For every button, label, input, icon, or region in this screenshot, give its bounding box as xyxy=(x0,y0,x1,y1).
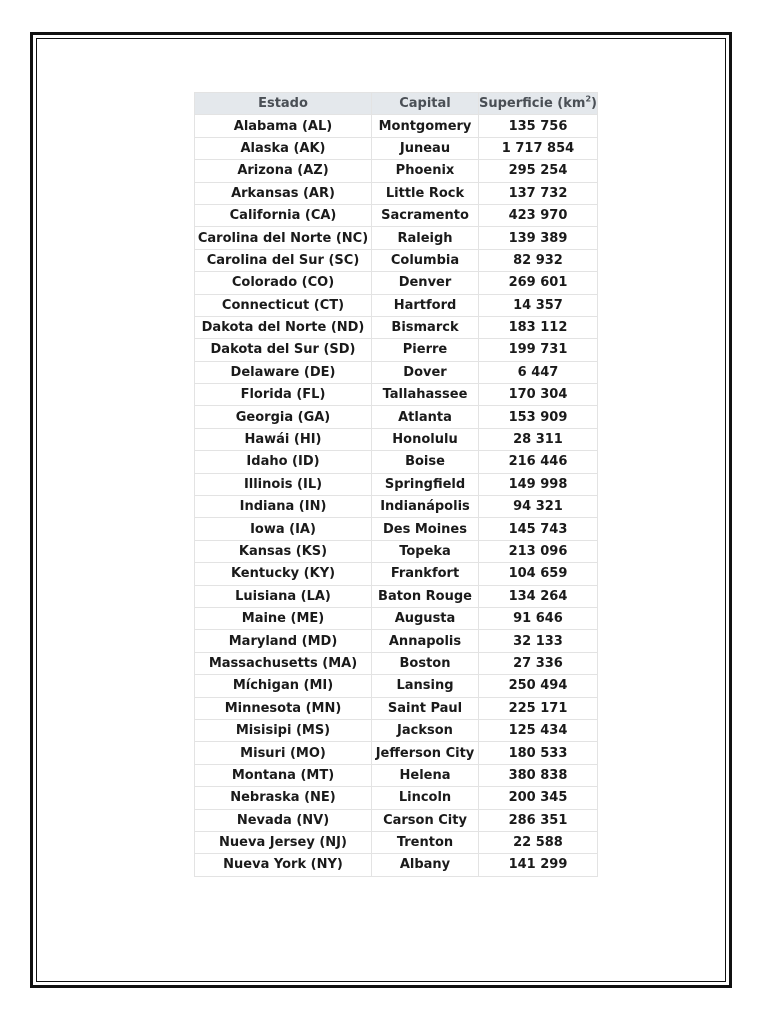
cell-superficie: 28 311 xyxy=(479,428,598,450)
cell-estado: Illinois (IL) xyxy=(195,473,372,495)
table-row xyxy=(195,652,598,674)
cell-superficie: 14 357 xyxy=(479,294,598,316)
cell-capital: Dover xyxy=(372,361,479,383)
cell-superficie: 1 717 854 xyxy=(479,137,598,159)
cell-superficie: 200 345 xyxy=(479,787,598,809)
table-row xyxy=(195,249,598,271)
table-row xyxy=(195,831,598,853)
table-row xyxy=(195,451,598,473)
table-row xyxy=(195,563,598,585)
cell-estado: Arizona (AZ) xyxy=(195,160,372,182)
table-row xyxy=(195,428,598,450)
cell-capital: Topeka xyxy=(372,540,479,562)
cell-estado: Nebraska (NE) xyxy=(195,787,372,809)
table-row xyxy=(195,204,598,226)
cell-estado: Indiana (IN) xyxy=(195,496,372,518)
header-superficie-text: Superficie (km xyxy=(479,96,586,112)
cell-capital: Carson City xyxy=(372,809,479,831)
cell-superficie: 145 743 xyxy=(479,518,598,540)
cell-capital: Augusta xyxy=(372,607,479,629)
cell-estado: Míchigan (MI) xyxy=(195,675,372,697)
table-row xyxy=(195,675,598,697)
cell-superficie: 141 299 xyxy=(479,854,598,876)
states-table xyxy=(194,92,598,877)
cell-estado: Misuri (MO) xyxy=(195,742,372,764)
table-row xyxy=(195,339,598,361)
cell-superficie: 137 732 xyxy=(479,182,598,204)
cell-estado: Alabama (AL) xyxy=(195,115,372,137)
table-row xyxy=(195,227,598,249)
cell-capital: Juneau xyxy=(372,137,479,159)
header-capital: Capital xyxy=(372,93,479,115)
table-row xyxy=(195,764,598,786)
cell-superficie: 125 434 xyxy=(479,719,598,741)
cell-capital: Lansing xyxy=(372,675,479,697)
table-row xyxy=(195,742,598,764)
cell-capital: Sacramento xyxy=(372,204,479,226)
table-row xyxy=(195,272,598,294)
table-row xyxy=(195,115,598,137)
cell-capital: Annapolis xyxy=(372,630,479,652)
table-row xyxy=(195,294,598,316)
cell-capital: Jefferson City xyxy=(372,742,479,764)
cell-estado: Georgia (GA) xyxy=(195,406,372,428)
cell-capital: Pierre xyxy=(372,339,479,361)
cell-capital: Springfield xyxy=(372,473,479,495)
cell-estado: Dakota del Norte (ND) xyxy=(195,316,372,338)
cell-superficie: 82 932 xyxy=(479,249,598,271)
cell-estado: Carolina del Sur (SC) xyxy=(195,249,372,271)
cell-superficie: 295 254 xyxy=(479,160,598,182)
cell-estado: Montana (MT) xyxy=(195,764,372,786)
table-row xyxy=(195,384,598,406)
cell-estado: Kansas (KS) xyxy=(195,540,372,562)
table-row xyxy=(195,607,598,629)
cell-superficie: 94 321 xyxy=(479,496,598,518)
header-superficie xyxy=(479,93,598,115)
cell-capital: Jackson xyxy=(372,719,479,741)
cell-superficie: 183 112 xyxy=(479,316,598,338)
cell-superficie: 104 659 xyxy=(479,563,598,585)
cell-superficie: 22 588 xyxy=(479,831,598,853)
cell-capital: Bismarck xyxy=(372,316,479,338)
cell-estado: Dakota del Sur (SD) xyxy=(195,339,372,361)
cell-estado: Alaska (AK) xyxy=(195,137,372,159)
cell-estado: Carolina del Norte (NC) xyxy=(195,227,372,249)
cell-capital: Albany xyxy=(372,854,479,876)
cell-capital: Frankfort xyxy=(372,563,479,585)
cell-estado: Misisipi (MS) xyxy=(195,719,372,741)
cell-estado: Florida (FL) xyxy=(195,384,372,406)
cell-estado: Idaho (ID) xyxy=(195,451,372,473)
cell-capital: Hartford xyxy=(372,294,479,316)
table-row xyxy=(195,361,598,383)
header-superficie-superscript: 2 xyxy=(585,94,592,104)
cell-capital: Saint Paul xyxy=(372,697,479,719)
cell-capital: Boise xyxy=(372,451,479,473)
cell-superficie: 27 336 xyxy=(479,652,598,674)
table-row xyxy=(195,137,598,159)
table-row xyxy=(195,630,598,652)
cell-capital: Baton Rouge xyxy=(372,585,479,607)
cell-superficie: 225 171 xyxy=(479,697,598,719)
cell-superficie: 423 970 xyxy=(479,204,598,226)
table-body xyxy=(195,115,598,876)
table-row xyxy=(195,540,598,562)
table-row xyxy=(195,182,598,204)
cell-capital: Des Moines xyxy=(372,518,479,540)
cell-estado: Kentucky (KY) xyxy=(195,563,372,585)
header-row xyxy=(195,93,598,115)
cell-superficie: 6 447 xyxy=(479,361,598,383)
cell-superficie: 180 533 xyxy=(479,742,598,764)
cell-estado: Connecticut (CT) xyxy=(195,294,372,316)
cell-capital: Denver xyxy=(372,272,479,294)
cell-estado: Maine (ME) xyxy=(195,607,372,629)
cell-superficie: 135 756 xyxy=(479,115,598,137)
cell-superficie: 380 838 xyxy=(479,764,598,786)
table-row xyxy=(195,160,598,182)
cell-superficie: 269 601 xyxy=(479,272,598,294)
cell-capital: Helena xyxy=(372,764,479,786)
cell-capital: Tallahassee xyxy=(372,384,479,406)
table-row xyxy=(195,518,598,540)
cell-superficie: 134 264 xyxy=(479,585,598,607)
cell-capital: Raleigh xyxy=(372,227,479,249)
cell-estado: California (CA) xyxy=(195,204,372,226)
cell-capital: Trenton xyxy=(372,831,479,853)
cell-superficie: 170 304 xyxy=(479,384,598,406)
table-row xyxy=(195,854,598,876)
cell-superficie: 91 646 xyxy=(479,607,598,629)
cell-estado: Luisiana (LA) xyxy=(195,585,372,607)
cell-estado: Massachusetts (MA) xyxy=(195,652,372,674)
cell-capital: Phoenix xyxy=(372,160,479,182)
cell-capital: Lincoln xyxy=(372,787,479,809)
cell-estado: Minnesota (MN) xyxy=(195,697,372,719)
cell-capital: Boston xyxy=(372,652,479,674)
table-row xyxy=(195,316,598,338)
cell-superficie: 149 998 xyxy=(479,473,598,495)
table-row xyxy=(195,496,598,518)
cell-capital: Atlanta xyxy=(372,406,479,428)
cell-estado: Nueva York (NY) xyxy=(195,854,372,876)
table-row xyxy=(195,809,598,831)
cell-estado: Nueva Jersey (NJ) xyxy=(195,831,372,853)
cell-capital: Montgomery xyxy=(372,115,479,137)
cell-estado: Arkansas (AR) xyxy=(195,182,372,204)
cell-superficie: 32 133 xyxy=(479,630,598,652)
cell-superficie: 139 389 xyxy=(479,227,598,249)
cell-capital: Little Rock xyxy=(372,182,479,204)
cell-estado: Nevada (NV) xyxy=(195,809,372,831)
table-row xyxy=(195,585,598,607)
cell-capital: Indianápolis xyxy=(372,496,479,518)
cell-superficie: 153 909 xyxy=(479,406,598,428)
header-estado: Estado xyxy=(195,93,372,115)
header-superficie-close: ) xyxy=(591,96,597,112)
table-row xyxy=(195,719,598,741)
table-row xyxy=(195,406,598,428)
cell-superficie: 216 446 xyxy=(479,451,598,473)
table-row xyxy=(195,697,598,719)
cell-estado: Colorado (CO) xyxy=(195,272,372,294)
cell-superficie: 286 351 xyxy=(479,809,598,831)
cell-estado: Maryland (MD) xyxy=(195,630,372,652)
cell-estado: Delaware (DE) xyxy=(195,361,372,383)
cell-superficie: 213 096 xyxy=(479,540,598,562)
table-row xyxy=(195,473,598,495)
cell-estado: Iowa (IA) xyxy=(195,518,372,540)
cell-superficie: 250 494 xyxy=(479,675,598,697)
cell-capital: Honolulu xyxy=(372,428,479,450)
cell-capital: Columbia xyxy=(372,249,479,271)
cell-estado: Hawái (HI) xyxy=(195,428,372,450)
table-row xyxy=(195,787,598,809)
cell-superficie: 199 731 xyxy=(479,339,598,361)
